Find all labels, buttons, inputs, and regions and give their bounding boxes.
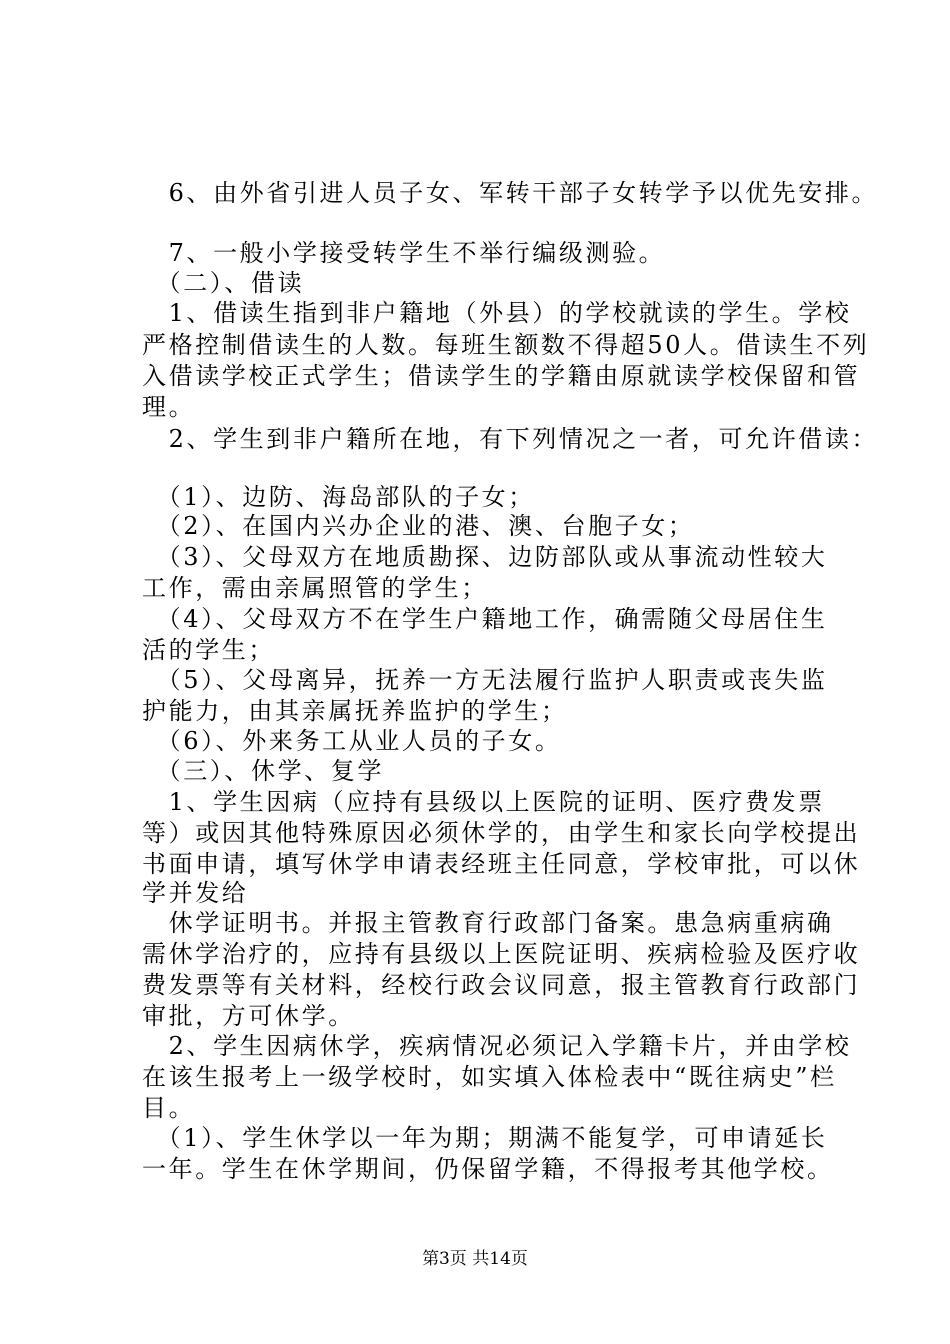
paragraph-line: 等）或因其他特殊原因必须休学的，由学生和家长向学校提出 [142,819,861,847]
list-item: （5）、父母离异，抚养一方无法履行监护人职责或丧失监 [142,666,828,694]
list-item: 工作，需由亲属照管的学生； [142,574,488,602]
paragraph-line: 目。 [142,1094,196,1122]
paragraph-line: 书面申请，填写休学申请表经班主任同意，学校审批，可以休 [142,850,861,878]
paragraph-line: 1、借读生指到非户籍地（外县）的学校就读的学生。学校 [142,299,852,327]
list-item: （3）、父母双方在地质勘探、边防部队或从事流动性较大 [142,543,828,571]
paragraph-line: 理。 [142,393,196,421]
paragraph-line: 6、由外省引进人员子女、军转干部子女转学予以优先安排。 [142,179,879,207]
paragraph-line: 入借读学校正式学生；借读学生的学籍由原就读学校保留和管 [142,362,861,390]
list-item: 护能力，由其亲属抚养监护的学生； [142,697,568,725]
page-footer: 第3页 共14页 [422,1249,528,1269]
list-item: 一年。学生在休学期间，仍保留学籍，不得报考其他学校。 [142,1155,834,1183]
paragraph-line: 1、学生因病（应持有县级以上医院的证明、医疗费发票 [142,788,825,816]
list-item: （1）、学生休学以一年为期；期满不能复学，可申请延长 [142,1124,828,1152]
paragraph-line: 需休学治疗的，应持有县级以上医院证明、疾病检验及医疗收 [142,940,861,968]
section-heading: （二）、借读 [142,269,305,297]
paragraph-line: 费发票等有关材料，经校行政会议同意，报主管教育行政部门 [142,971,861,999]
paragraph-line: 严格控制借读生的人数。每班生额数不得超50人。借读生不列 [142,331,870,359]
paragraph-line: 学并发给 [142,879,249,907]
paragraph-line: 在该生报考上一级学校时，如实填入体检表中“既往病史”栏 [142,1063,837,1091]
list-item: （4）、父母双方不在学生户籍地工作，确需随父母居住生 [142,605,828,633]
paragraph-line: 审批，方可休学。 [142,1002,355,1030]
list-item: （2）、在国内兴办企业的港、澳、台胞子女； [142,512,695,540]
list-item: （1）、边防、海岛部队的子女； [142,483,535,511]
section-heading: （三）、休学、复学 [142,757,384,785]
paragraph-line: 2、学生因病休学，疾病情况必须记入学籍卡片，并由学校 [142,1032,852,1060]
list-item: 活的学生； [142,636,275,664]
paragraph-line: 2、学生到非户籍所在地，有下列情况之一者，可允许借读： [142,425,879,453]
paragraph-line: 休学证明书。并报主管教育行政部门备案。患急病重病确 [142,909,834,937]
list-item: （6）、外来务工从业人员的子女。 [142,727,562,755]
paragraph-line: 7、一般小学接受转学生不举行编级测验。 [142,239,666,267]
